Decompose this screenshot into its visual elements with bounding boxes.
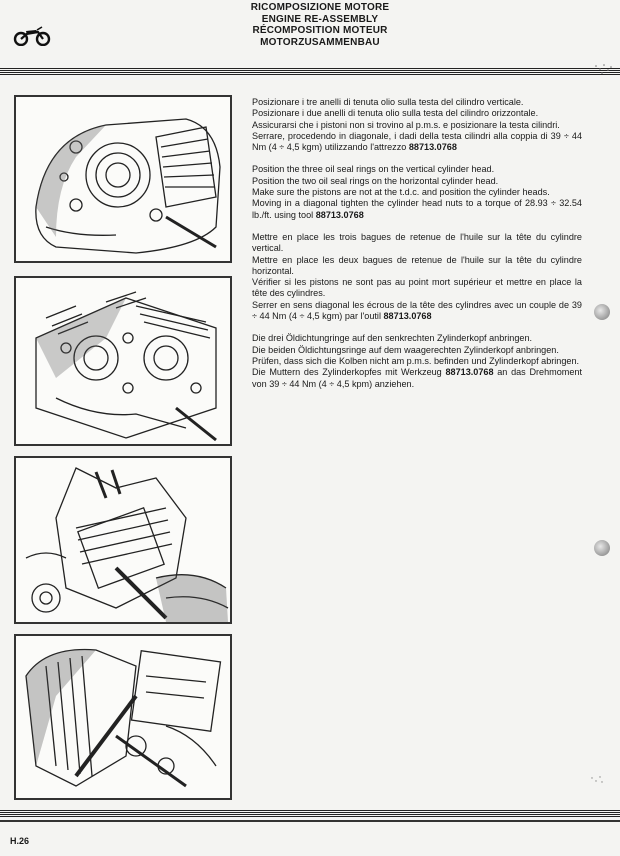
text-line: Prüfen, dass sich die Kolben nicht am p.m.s. befinden und Zylinderkopf abringen.: [252, 355, 580, 366]
print-speckle-icon: [592, 62, 614, 76]
instructions-text: [252, 97, 582, 401]
tool-number: 88713.0768: [315, 209, 364, 220]
tool-number: 88713.0768: [383, 311, 432, 322]
motorcycle-logo-icon: [12, 24, 52, 46]
text-line: Die beiden Öldichtungsringe auf dem waagerechten Zylinderkopf anbringen.: [252, 344, 559, 355]
text-line: Die drei Öldichtungringe auf den senkrechten Zylinderkopf anbringen.: [252, 333, 533, 344]
page-number: H.26: [10, 836, 30, 846]
text-line: [252, 131, 582, 154]
title-french: RÉCOMPOSITION MOTEUR: [252, 25, 388, 36]
text-line-body: an das Drehmoment von 39 ÷ 44 Nm (4 ÷ 4,5 kpm) anziehen.: [252, 367, 582, 389]
print-speckle-icon: [590, 772, 604, 782]
text-line-body: Moving in a diagonal tighten the cylinder head nuts to a torque of 28.93 ÷ 32.54 lb./ft. using tool: [252, 198, 582, 220]
horizontal-cylinder-head-tool-illustration: [14, 634, 232, 800]
text-line: Make sure the pistons are not at the t.d.c. and position the cylinder heads.: [252, 187, 550, 198]
tool-number: 88713.0768: [408, 142, 457, 153]
footer-rule: [0, 820, 620, 822]
text-line-body: Die Muttern des Zylinderkopfes mit Werkzeug: [252, 367, 442, 378]
text-line: [252, 198, 582, 221]
instructions-english: [252, 164, 582, 220]
text-line-body: Serrer en sens diagonal les écrous de la tête des cylindres avec un couple de 39 ÷ 44 Nm (4 ÷ 4,5 kgm) par l'outil: [252, 299, 582, 322]
text-line: Position the two oil seal rings on the horizontal cylinder head.: [252, 175, 499, 186]
binder-hole: [594, 304, 610, 320]
text-line: Position the three oil seal rings on the vertical cylinder head.: [252, 164, 495, 175]
torque-wrench-tightening-illustration: [14, 456, 232, 624]
binder-hole: [594, 540, 610, 556]
text-line: Posizionare i tre anelli di tenuta olio sulla testa del cilindro verticale.: [252, 97, 524, 107]
text-line: Mettre en place les trois bagues de retenue de l'huile sur la tête du cylindre vertical.: [252, 231, 582, 254]
text-line: Mettre en place les deux bagues de retenue de l'huile sur la tête du cylindre horizontal.: [252, 254, 582, 276]
twin-cylinder-heads-illustration: [14, 276, 232, 446]
text-line: Posizionare i due anelli di tenuta olio sulla testa del cilindro orizzontale.: [252, 108, 539, 119]
tool-number: 88713.0768: [445, 367, 494, 378]
cylinder-head-oil-seal-illustration: [14, 95, 232, 263]
text-line: Assicurarsi che i pistoni non si trovino al p.m.s. e posizionare la testa cilindri.: [252, 119, 560, 130]
text-line-body: Serrare, procedendo in diagonale, i dadi della testa cilindri alla coppia di 39 ÷ 44 Nm (4 ÷ 4,5 kgm) utilizzando l'attrezzo: [252, 130, 582, 153]
title-italian: RICOMPOSIZIONE MOTORE: [250, 2, 390, 13]
text-line: [252, 367, 582, 390]
instructions-german: [252, 333, 582, 389]
footer-rule: [0, 810, 620, 818]
header-rule: [0, 68, 620, 76]
text-line: Vérifier si les pistons ne sont pas au point mort supérieur et mettre en place la tête des cylindres.: [252, 277, 582, 299]
instructions-italian: [252, 97, 582, 153]
instructions-french: [252, 232, 582, 322]
title-english: ENGINE RE-ASSEMBLY: [261, 13, 379, 25]
text-line: [252, 300, 582, 323]
page-title: [200, 2, 440, 48]
title-german: MOTORZUSAMMENBAU: [260, 36, 380, 48]
